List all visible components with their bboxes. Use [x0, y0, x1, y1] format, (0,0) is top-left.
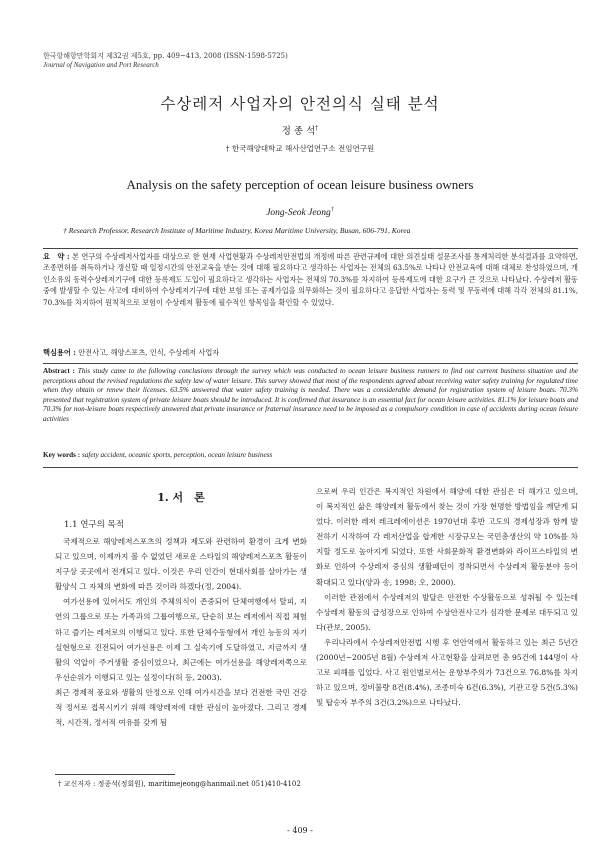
- body-paragraph: 국제적으로 해양레저스포츠의 정책과 제도와 관련하여 환경이 크게 변화되고 있으며, 이제까지 볼 수 없었던 새로운 스타일의 해양레저스포츠 활동이 지구상 곳곳에서 전개되고 있다. 이것은 우리 인간이 현대사회를 살아가는 생활양식 그 자체의 변화에 따른 것이라 하겠다(정, 2004).: [55, 537, 307, 592]
- english-affiliation: † Research Professor, Research Institute of Maritime Industry, Korea Maritime University, Busan, 606-791, Korea: [63, 226, 411, 235]
- korean-affiliation: † 한국해양대학교 해사산업연구소 전임연구원: [225, 144, 375, 153]
- korean-abstract-text: 본 연구의 수상레저사업자를 대상으로 한 현재 사업현황과 수상레저안전법의 개정에 따른 관련규제에 대한 의견실태 설문조사를 통계처리한 분석결과를 요약하면, 조종면허를 취득하거나 갱신할 때 일정시간의 안전교육을 받는 것에 대해 필요하다고 생각하는 사업자는 전체의 63.5%로 나타나 안전교육에 대해 대체로 찬성하였으며, 개인소유의 동력수상레저기구에 대한 등록제도 도입이 필요하다고 생각하는 사업자는 전체의 70.3%를 차지하여 등록제도에 대한 요구가 큰 것으로 나타났다. 수상레저 활동 중에 발생할 수 있는 사고에 대비하여 수상레저기구에 대한 보험 또는 공제가입을 의무화하는 것이 필요하다고 응답한 사업자는 동력 및 무동력에 대해 각각 전체의 81.1%, 70.3%를 차지하여 원칙적으로 보험이 수상레저 활동에 필수적인 항목임을 확인할 수 있었다.: [43, 252, 578, 307]
- korean-title: 수상레저 사업자의 안전의식 실태 분석: [160, 95, 440, 113]
- body-paragraph: 이러한 관점에서 수상레저의 발달은 안전한 수상활동으로 성취될 수 있는데 수상레저 활동의 급성장으로 인하여 수상안전사고가 심각한 문제로 대두되고 있다(관보, 2005).: [316, 592, 578, 632]
- english-keywords-label: Key words :: [43, 451, 81, 459]
- divider: [43, 363, 578, 364]
- journal-name: Journal of Navigation and Port Research: [43, 61, 159, 69]
- journal-info: 한국항해항만학회지 제32권 제5호, pp. 409~413, 2008 (ISSN-1598-5725): [43, 52, 288, 60]
- body-paragraph: 최근 경제적 풍요와 생활의 안정으로 인해 여가시간을 보다 건전한 국민 건강적 정서로 접목시키기 위해 해양레저에 대한 관심이 높아졌다. 그리고 경제적, 시간적, 정서적 여유를 갖게 됨: [55, 687, 307, 728]
- divider: [43, 467, 578, 468]
- footnote: † 교신저자 : 정종석(정회원), maritimejeong@hanmail.net 051)410-4102: [58, 780, 301, 788]
- author-mark: †: [315, 124, 319, 132]
- page-number: - 409 -: [287, 826, 313, 835]
- body-paragraph: 우리나라에서 수상레저안전법 시행 후 연안역에서 활동하고 있는 최근 5년간(2000년~2005년 8월) 수상레저 사고현황을 살펴보면 총 95건에 144명이 사고로 피해를 입었다. 사고 원인별로서는 운항부주의가 73건으로 76.8%를 차지하고 있으며, 정비불량 8건(8.4%), 조종미숙 6건(6.3%), 기관고장 5건(5.3%) 및 탑승자 부주의 3건(3.2%)으로 나타났다.: [316, 637, 578, 708]
- korean-keywords-label: 핵심용어 :: [43, 348, 76, 357]
- left-column: [55, 534, 307, 730]
- english-title: Analysis on the safety perception of ocean leisure business owners: [126, 177, 474, 192]
- author-mark-en: †: [330, 207, 334, 213]
- divider: [43, 248, 578, 249]
- korean-abstract: [43, 251, 578, 308]
- body-paragraph: 여가선용에 있어서도 개인의 주체의식이 존중되어 단체여행에서 탈피, 지연의 그룹으로 또는 가족과의 그룹여행으로, 단순히 보는 레저에서 직접 체험하고 즐기는 레저로의 이행되고 있다. 또한 단체수동형에서 개인 능동의 자기실현형으로 진전되어 여가선용은 이제 그 실속기에 도달하였고, 지금까지 생활의 억압이 주거생활 중심이었으나, 최근에는 여가선용을 해양레저쪽으로 우선순위가 이행되고 있는 실정이다(허 등, 2003).: [55, 597, 307, 682]
- korean-keywords-text: 안전사고, 해양스포츠, 인식, 수상레저 사업자: [78, 348, 220, 357]
- author-name-en: Jong-Seok Jeong: [266, 208, 331, 219]
- english-abstract-text: This study came to the following conclusions through the survey which was conducted to ocean leisure business runners to find out current business situation and the perceptions about the revised regulations the safety law of water leisure. This survey showed that most of the respondents agreed about receiving water safety training for regulated time when they obtain or renew their licenses. 63.5% answered that water safety training is needed. There was a considerable demand for registration system of leisure boats. 70.3% presented that registration system of private leisure boats should be introduced. It is confirmed that insurance is an essential fact for ocean leisure activities. 81.1% for leisure boats and 70.3% for non-leisure boats respectively answered that private insurance or fraternal insurance need to be imposed as a compulsory condition in case of accidents during ocean leisure activities: [43, 367, 579, 423]
- subsection-heading: 1.1 연구의 목적: [64, 520, 124, 530]
- korean-abstract-label: 요 약 :: [43, 252, 70, 261]
- korean-keywords: [43, 347, 578, 358]
- footnote-rule: [55, 774, 175, 775]
- english-abstract-label: Abstract :: [43, 367, 75, 375]
- english-keywords-text: safety accident, oceanic sports, perception, ocean leisure business: [81, 451, 273, 459]
- author-name: 정 종 석: [281, 126, 316, 137]
- body-paragraph: 으로써 우리 인간은 복지적인 차원에서 해양에 대한 관심은 더 해가고 있으며, 이 복지적인 삶은 해양레저 활동에서 찾는 것이 가장 현명한 방법임을 깨닫게 되었다. 이러한 레저 레크레에이션은 1970년대 후반 고도의 경제성장과 함께 발전하기 시작하여 각 레저산업을 합계한 시장규모는 국민총생산의 약 10%를 차지할 정도로 높아지게 되었다. 또한 사회문화적 환경변화와 라이프스타일의 변화로 인하여 수상레저 중심의 생활패턴이 정착되면서 수상레저 활동분야 등이 확대되고 있다(양과 송, 1998; 오, 2000).: [316, 487, 578, 587]
- right-column: [316, 484, 578, 710]
- english-keywords: [43, 451, 578, 461]
- english-author: [0, 207, 600, 218]
- korean-author: [0, 123, 600, 137]
- english-abstract: [43, 367, 578, 424]
- section-heading: 1. 서 론: [157, 491, 205, 504]
